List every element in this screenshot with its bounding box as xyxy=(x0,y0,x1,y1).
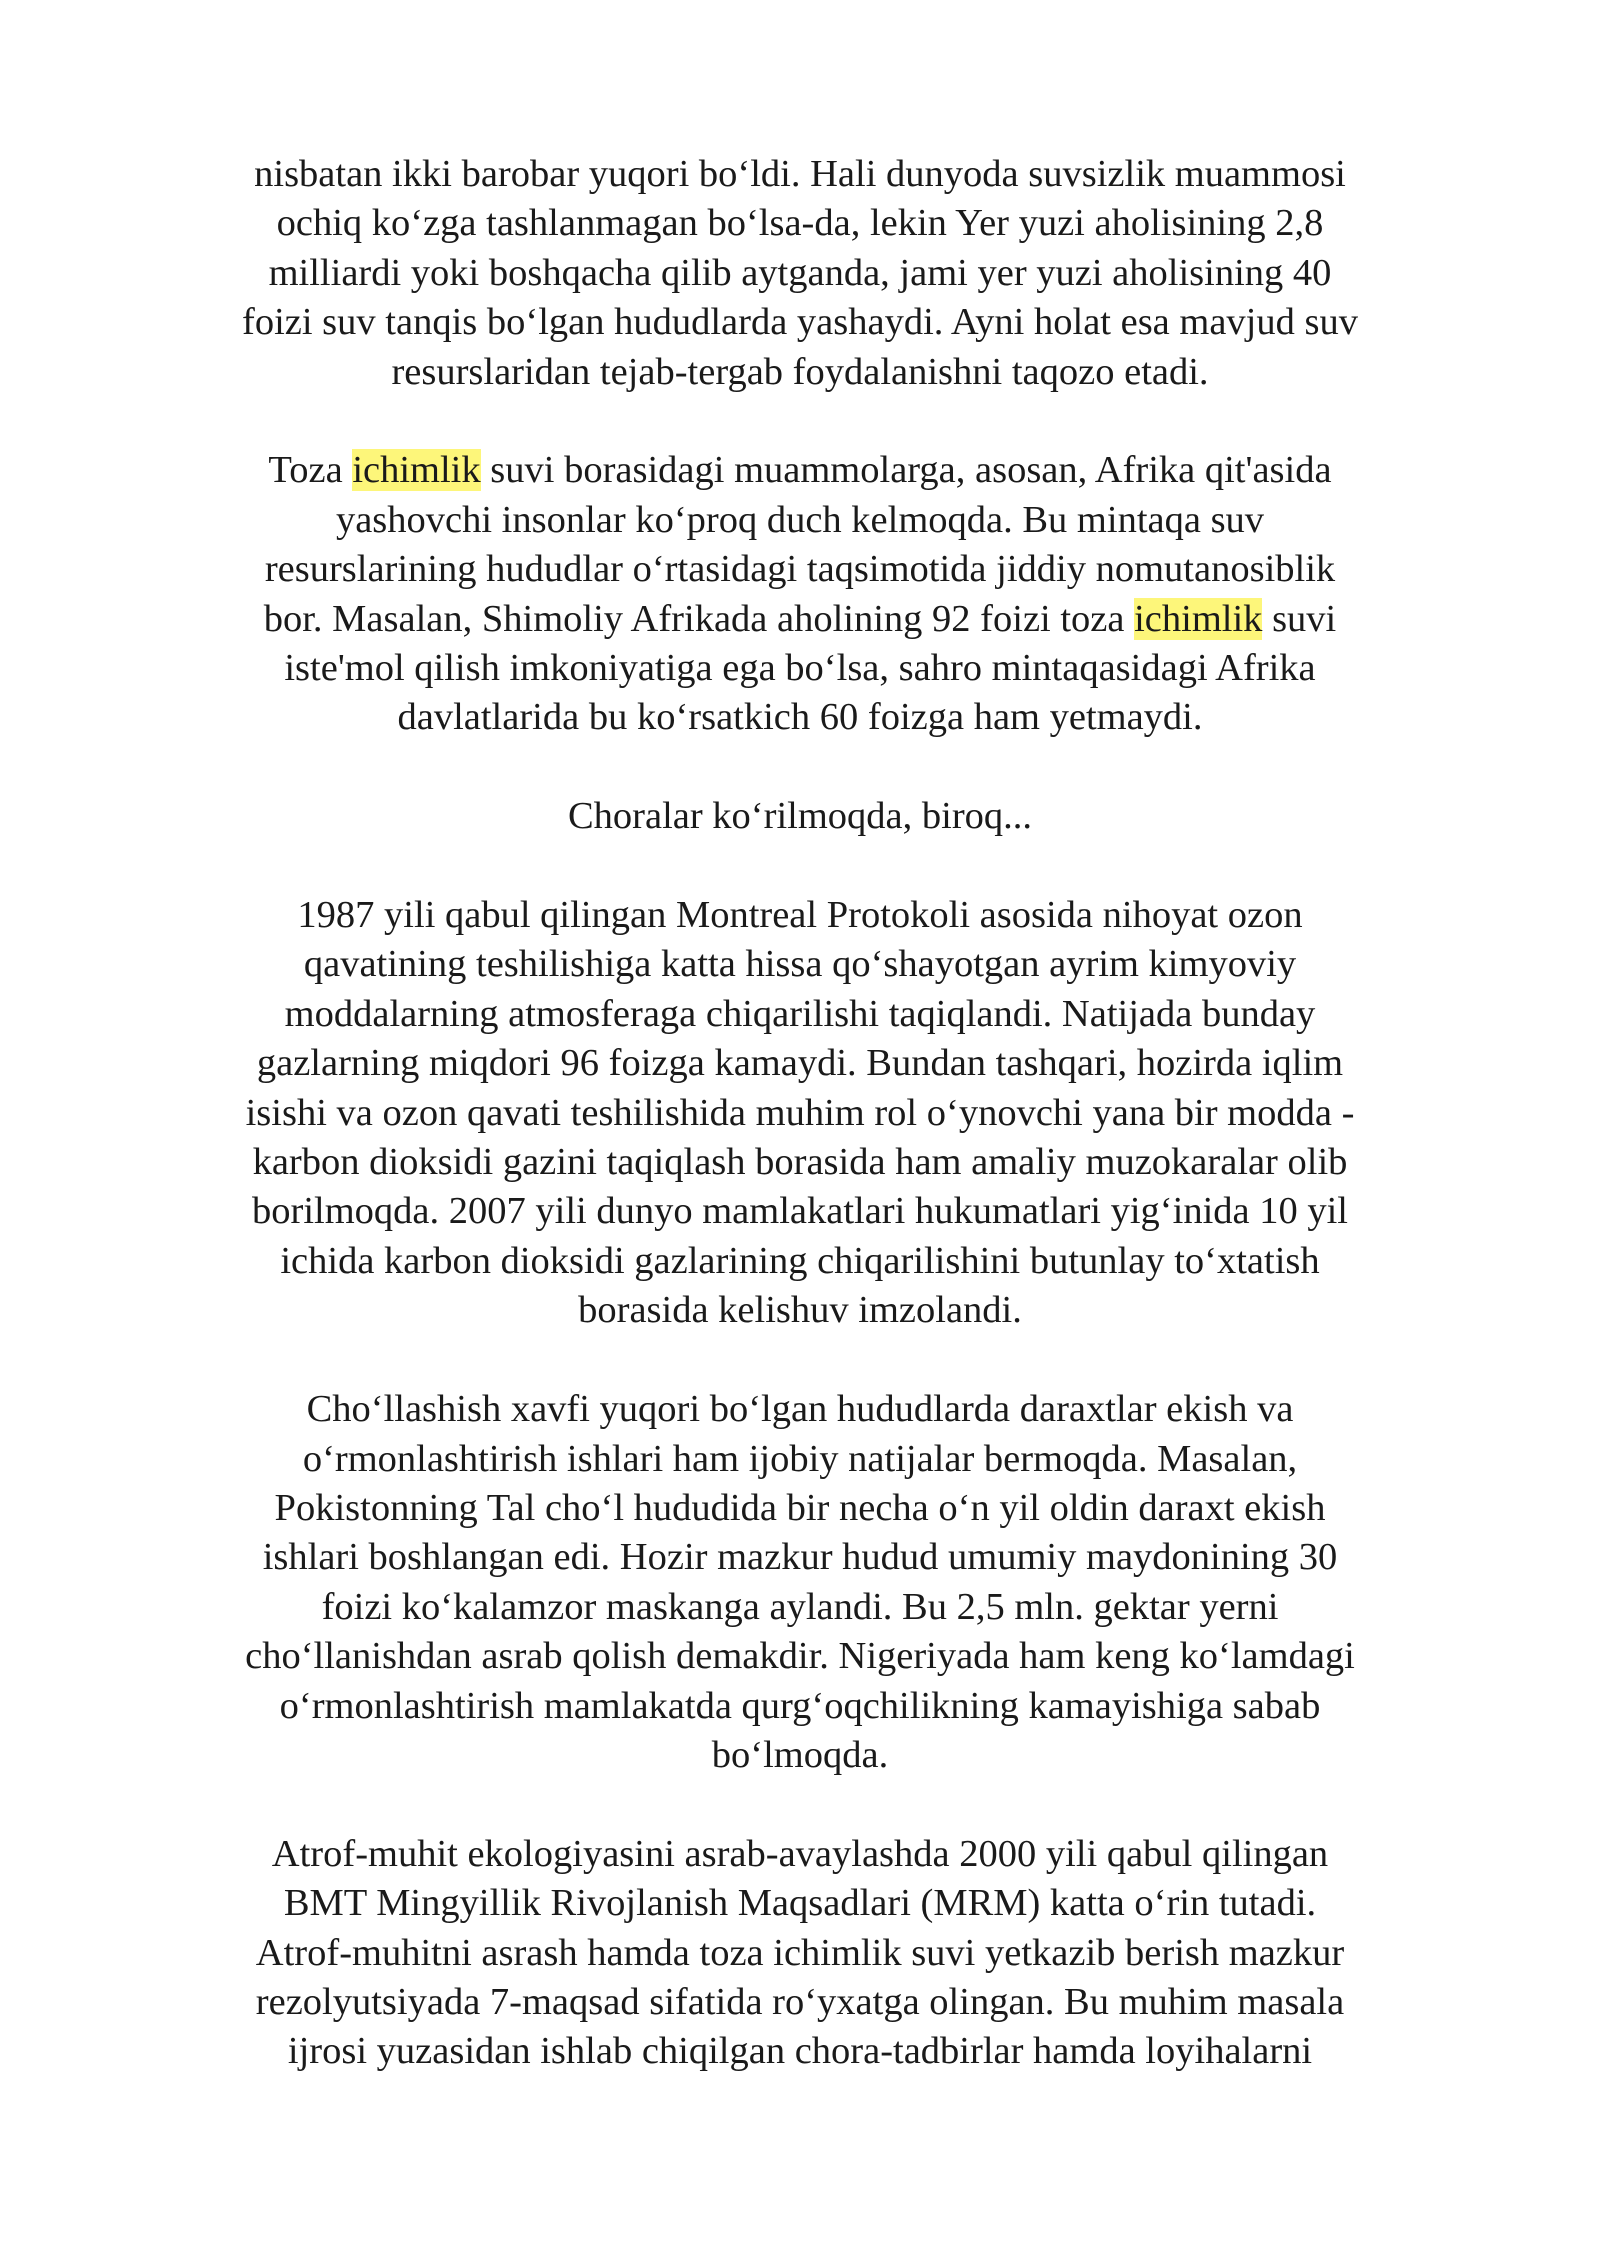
text-line xyxy=(200,1978,1400,2027)
text-run: gazlarning miqdori 96 foizga kamaydi. Bundan tashqari, hozirda iqlim xyxy=(256,1042,1344,1085)
text-line xyxy=(200,792,1400,841)
text-run: choʻllanishdan asrab qolish demakdir. Nigeriyada ham keng koʻlamdagi xyxy=(245,1635,1355,1678)
text-run: bor. Masalan, Shimoliy Afrikada aholining 92 foizi toza xyxy=(263,597,1135,640)
text-run: davlatlarida bu koʻrsatkich 60 foizga ham yetmaydi. xyxy=(397,696,1203,739)
text-line xyxy=(200,1830,1400,1879)
text-line xyxy=(200,446,1400,495)
text-run: rezolyutsiyada 7-maqsad sifatida roʻyxatga olingan. Bu muhim masala xyxy=(255,1980,1345,2023)
text-run: qavatining teshilishiga katta hissa qoʻshayotgan ayrim kimyoviy xyxy=(303,943,1297,986)
text-run: oʻrmonlashtirish ishlari ham ijobiy natijalar bermoqda. Masalan, xyxy=(302,1437,1298,1480)
text-line xyxy=(200,298,1400,347)
paragraph-mdg xyxy=(200,1830,1400,2077)
text-run: isishi va ozon qavati teshilishida muhim rol oʻynovchi yana bir modda - xyxy=(245,1091,1355,1134)
text-line xyxy=(200,1731,1400,1780)
text-line xyxy=(200,1089,1400,1138)
text-run: Choralar koʻrilmoqda, biroq... xyxy=(567,795,1033,838)
text-line xyxy=(200,1682,1400,1731)
text-run: 1987 yili qabul qilingan Montreal Protokoli asosida nihoyat ozon xyxy=(297,894,1303,937)
text-line xyxy=(200,1237,1400,1286)
text-line xyxy=(200,1632,1400,1681)
text-run: foizi suv tanqis boʻlgan hududlarda yashaydi. Ayni holat esa mavjud suv xyxy=(242,301,1358,344)
text-run: yashovchi insonlar koʻproq duch kelmoqda. Bu mintaqa suv xyxy=(335,498,1265,541)
paragraph-montreal-protocol xyxy=(200,891,1400,1336)
text-line xyxy=(200,199,1400,248)
text-run: Atrof-muhitni asrash hamda toza ichimlik suvi yetkazib berish mazkur xyxy=(255,1931,1345,1974)
text-line xyxy=(200,2027,1400,2076)
text-line xyxy=(200,545,1400,594)
text-run: Atrof-muhit ekologiyasini asrab-avaylashda 2000 yili qabul qilingan xyxy=(271,1832,1329,1875)
text-run: Toza xyxy=(268,449,353,492)
text-run: BMT Mingyillik Rivojlanish Maqsadlari (MRM) katta oʻrin tutadi. xyxy=(283,1882,1317,1925)
text-run: boʻlmoqda. xyxy=(711,1733,889,1776)
text-line xyxy=(200,693,1400,742)
text-line xyxy=(200,496,1400,545)
text-line xyxy=(200,940,1400,989)
search-highlight: ichimlik xyxy=(1134,597,1263,640)
text-line xyxy=(200,990,1400,1039)
text-line xyxy=(200,595,1400,644)
text-run: borilmoqda. 2007 yili dunyo mamlakatlari hukumatlari yigʻinida 10 yil xyxy=(252,1190,1348,1233)
text-run: Pokistonning Tal choʻl hududida bir necha oʻn yil oldin daraxt ekish xyxy=(274,1486,1326,1529)
search-highlight: ichimlik xyxy=(352,449,481,492)
text-line xyxy=(200,1385,1400,1434)
paragraph-water-scarcity xyxy=(200,150,1400,397)
text-run: nisbatan ikki barobar yuqori boʻldi. Hali dunyoda suvsizlik muammosi xyxy=(254,153,1346,195)
text-run: resurslaridan tejab-tergab foydalanishni taqozo etadi. xyxy=(391,350,1209,393)
text-run: resurslarining hududlar oʻrtasidagi taqsimotida jiddiy nomutanosiblik xyxy=(264,548,1336,591)
text-line xyxy=(200,1435,1400,1484)
text-run: suvi borasidagi muammolarga, asosan, Afrika qit'asida xyxy=(480,449,1332,492)
text-run: foizi koʻkalamzor maskanga aylandi. Bu 2,5 mln. gektar yerni xyxy=(321,1585,1279,1628)
text-line xyxy=(200,1929,1400,1978)
text-run: moddalarning atmosferaga chiqarilishi taqiqlandi. Natijada bunday xyxy=(284,992,1316,1035)
document-body xyxy=(200,150,1400,2126)
text-run: oʻrmonlashtirish mamlakatda qurgʻoqchilikning kamayishiga sabab xyxy=(279,1684,1321,1727)
text-line xyxy=(200,644,1400,693)
text-line xyxy=(200,1286,1400,1335)
text-line xyxy=(200,1187,1400,1236)
text-line xyxy=(200,348,1400,397)
text-run: ishlari boshlangan edi. Hozir mazkur hudud umumiy maydonining 30 xyxy=(262,1536,1338,1579)
text-run: Choʻllashish xavfi yuqori boʻlgan hududlarda daraxtlar ekish va xyxy=(306,1388,1294,1431)
section-heading xyxy=(200,792,1400,841)
text-run: suvi xyxy=(1262,597,1337,640)
text-line xyxy=(200,249,1400,298)
text-line xyxy=(200,1533,1400,1582)
text-line xyxy=(200,1138,1400,1187)
text-run: ijrosi yuzasidan ishlab chiqilgan chora-tadbirlar hamda loyihalarni xyxy=(287,2030,1313,2073)
text-run: borasida kelishuv imzolandi. xyxy=(578,1289,1022,1332)
text-line xyxy=(200,1879,1400,1928)
text-run: milliardi yoki boshqacha qilib aytganda, jami yer yuzi aholisining 40 xyxy=(268,251,1332,294)
text-line xyxy=(200,1484,1400,1533)
text-line xyxy=(200,150,1400,199)
text-line xyxy=(200,1583,1400,1632)
paragraph-afforestation xyxy=(200,1385,1400,1780)
text-line xyxy=(200,891,1400,940)
paragraph-africa-water xyxy=(200,446,1400,742)
text-line xyxy=(200,1039,1400,1088)
text-run: ochiq koʻzga tashlanmagan boʻlsa-da, lekin Yer yuzi aholisining 2,8 xyxy=(276,202,1324,245)
text-run: karbon dioksidi gazini taqiqlash borasida ham amaliy muzokaralar olib xyxy=(252,1141,1348,1184)
text-run: iste'mol qilish imkoniyatiga ega boʻlsa, sahro mintaqasidagi Afrika xyxy=(284,647,1316,690)
text-run: ichida karbon dioksidi gazlarining chiqarilishini butunlay toʻxtatish xyxy=(280,1239,1320,1282)
